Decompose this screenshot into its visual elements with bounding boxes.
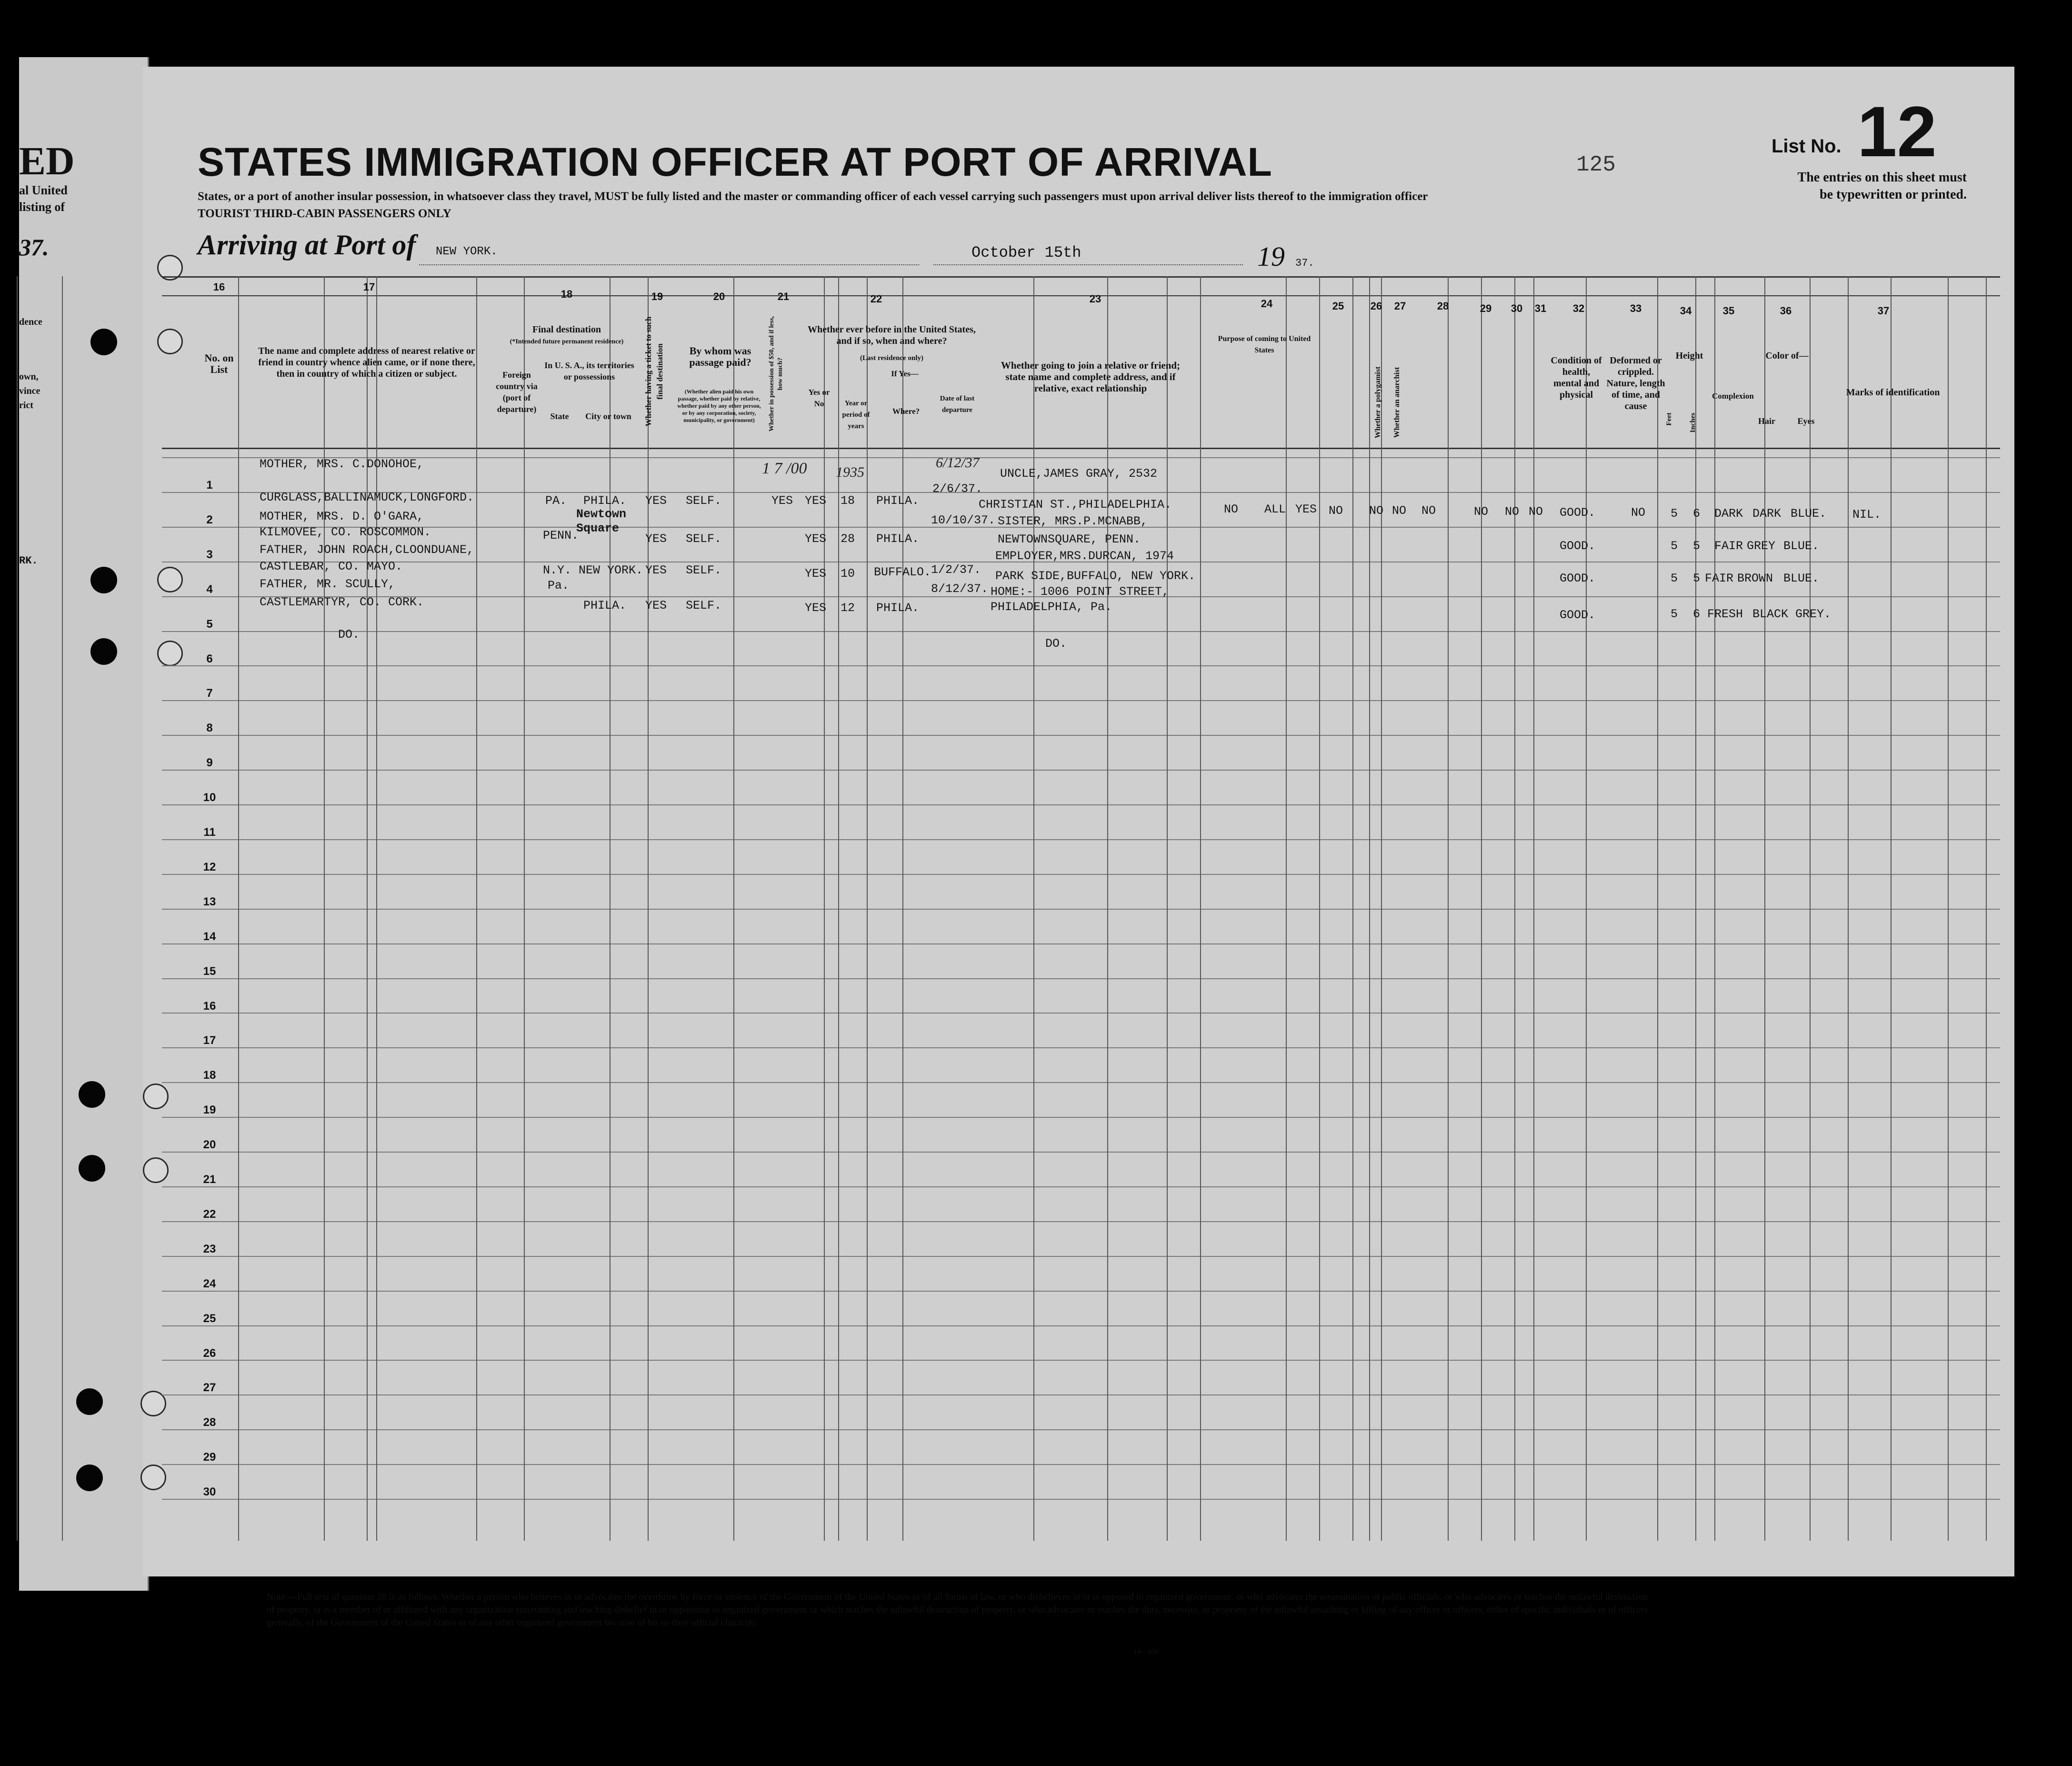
list-number: 12 [1857,91,1937,171]
col-header-18-foreign: Foreign country via (port of departure) [496,370,538,414]
row-rule [162,1152,2000,1153]
column-rule [1948,276,1949,1541]
row-number: 8 [206,722,213,735]
row-number: 15 [203,964,216,978]
row2-join-line1: SISTER, MRS.P.MCNABB, [998,514,1148,528]
arrival-port: NEW YORK. [436,245,498,258]
row-rule [162,909,2000,910]
row5-join: DO. [1045,637,1067,651]
col-num-27: 27 [1394,300,1406,312]
row3-date: 1/2/37. [931,563,981,577]
col-num-31: 31 [1534,302,1547,314]
row3-health: GOOD. [1560,572,1596,585]
row4-inches: 6 [1693,607,1701,621]
col-header-34-inches: Inches [1689,412,1697,433]
col-num-17: 17 [363,281,375,293]
column-rule [17,276,18,1541]
col-header-26: Whether a polygamist [1374,366,1382,439]
row2-relative-line1: MOTHER, MRS. D. O'GARA, [260,510,424,523]
column-rule [1369,276,1370,1541]
row4-health: GOOD. [1560,608,1596,622]
column-rule [1381,276,1382,1541]
row1-where: PHILA. [876,494,920,508]
corner-note-line1: The entries on this sheet must [1797,170,1967,185]
col-num-21: 21 [777,291,790,302]
col-header-36-eyes: Eyes [1797,416,1815,426]
row1-date: 2/6/37. [932,482,983,496]
punch-hole [90,567,117,593]
column-rule [610,276,611,1541]
col-num-25: 25 [1332,300,1344,312]
strip-col-text3: rict [19,400,33,411]
row1-feet: 5 [1671,507,1678,521]
column-rule [867,276,868,1541]
row-number: 28 [203,1416,216,1429]
row1-c24b: ALL [1264,502,1286,516]
strip-col-text2: vince [19,386,40,396]
row-number: 26 [203,1346,216,1360]
row-number: 18 [203,1069,216,1082]
subtitle-line1: States, or a port of another insular possession, in whatsoever class they travel, MUST be fully listed and the master or commanding officer of each vessel carrying such passengers must upon arrival deliver lists thereof to the immigration officer [198,190,1428,203]
handwritten-money: 1 7 /00 [762,460,807,477]
row-rule [162,1429,2000,1430]
row-rule [162,804,2000,805]
row-number: 21 [203,1173,216,1186]
col-num-37: 37 [1877,305,1890,317]
row1-c27b: NO [1392,504,1407,518]
row1-deformed: NO [1631,506,1646,520]
punch-hole [79,1081,105,1108]
col-num-20: 20 [713,291,725,302]
row3-state: N.Y. [543,563,572,577]
row1-c27: NO [1369,504,1384,518]
row-rule [162,770,2000,771]
punch-hole [76,1465,103,1491]
col-header-32: Condition of health, mental and physical [1551,355,1602,400]
strip-title-fragment: ED [19,139,75,183]
row-number: 20 [203,1138,216,1152]
row2-paid: SELF. [686,532,722,546]
col-num-30: 30 [1511,302,1523,314]
row-rule [162,1360,2000,1361]
date-underline [933,264,1243,265]
row2-health: GOOD. [1560,539,1596,553]
row1-inches: 6 [1693,507,1701,521]
column-rule [1586,276,1587,1541]
column-rule [238,276,239,1541]
col-header-20-sub: (Whether alien paid his own passage, whether paid by relative, whether paid by any other person, or by any corporation, society, municipality, or government) [677,388,761,423]
row4-join-line2: PHILADELPHIA, Pa. [991,600,1112,614]
column-rule [733,276,734,1541]
row-number: 14 [203,930,216,943]
footnote-question-28: Note.—Full text of question 28 is as follows: Whether a person who believes in or advocates the overthrow by force or violence of the Government of the United States or of all forms of law, or who disbelieves in or is opposed to organized government, or who advocates the assassination of public officials, or who advocates or teaches the unlawful destruction of property, or is a member of or affiliated with any organization entertaining and teaching disbelief in or opposition to organized government or which teaches the unlawful destruction of property, or who advocates or teaches the duty, necessity, or propriety of the unlawful assaulting or killing of any officer or officers, either of specific individuals or of officers generally, of the Government of the United States or of any other organized government because of his or their official character. [267,1592,1648,1628]
column-rule [1352,276,1353,1541]
col-num-32: 32 [1572,302,1585,314]
row-number: 4 [206,582,213,596]
page-title: STATES IMMIGRATION OFFICER AT PORT OF ARRIVAL [198,140,1272,184]
row2-year: 28 [841,532,855,546]
column-rule [1167,276,1168,1541]
row4-city: PHILA. [583,599,627,612]
row3-eyes: BLUE. [1783,572,1820,585]
row-number: 30 [203,1485,216,1499]
row1-marks: NIL. [1852,508,1882,522]
row1-c29: NO [1474,505,1489,519]
row2-date: 10/10/37. [931,513,996,527]
header-bottom-rule [162,448,2000,449]
row-number: 25 [203,1312,216,1325]
row-number: 5 [206,617,213,631]
row4-hair: BLACK [1752,607,1789,621]
col-num-19: 19 [651,291,663,302]
subtitle-line2: TOURIST THIRD-CABIN PASSENGERS ONLY [198,207,451,220]
punch-hole [76,1388,103,1415]
col-header-33: Deformed or crippled. Nature, length of time, and cause [1606,355,1665,411]
col-header-23: Whether going to join a relative or friend; state name and complete address, and if relative, exact relationship [1001,360,1181,394]
row-rule [162,1082,2000,1083]
row-number: 27 [203,1381,216,1395]
column-rule [1286,276,1287,1541]
col-header-18-sub: (*Intended future permanent residence) [510,338,624,345]
column-rule [1657,276,1658,1541]
col-header-18-state: State [550,411,569,421]
list-label: List No. [1772,136,1842,157]
year-prefix: 19 [1257,241,1285,272]
punch-hole [90,638,117,665]
row1-c31: NO [1529,505,1543,519]
row-rule [162,700,2000,701]
column-rule [1714,276,1715,1541]
row-rule [162,665,2000,666]
row1-relative-line2: CURGLASS,BALLINAMUCK,LONGFORD. [260,491,474,504]
row4-relative-line2: CASTLEMARTYR, CO. CORK. [260,595,424,609]
row-number: 1 [206,479,213,492]
col-header-27: Whether an anarchist [1393,367,1401,438]
row-number: 23 [203,1242,216,1255]
row2-yesno: YES [805,532,827,546]
row3-relative-line1: FATHER, JOHN ROACH,CLOONDUANE, [260,543,474,557]
row2-join-line2: NEWTOWNSQUARE, PENN. [998,532,1141,546]
corner-note [1719,169,1967,203]
column-rule [1810,276,1811,1541]
row2-relative-line2: KILMOVEE, CO. ROSCOMMON. [260,525,431,539]
col-header-21: Whether in possession of $50, and if less, how much? [768,316,784,432]
column-rule [62,276,63,1541]
row-number: 7 [206,687,213,700]
strip-line1: al United [19,183,68,197]
row1-year: 18 [841,494,855,508]
col-num-26: 26 [1370,300,1382,312]
row5-relative: DO. [338,628,360,642]
row3-complexion: FAIR [1705,572,1734,585]
col-header-22: Whether ever before in the United States, and if so, when and where? [808,324,976,346]
col-header-22-where: Where? [892,407,920,416]
row4-yesno: YES [805,601,827,615]
column-rule [1514,276,1515,1541]
row-rule [162,735,2000,736]
row3-year: 10 [841,567,855,581]
row1-eyes: BLUE. [1791,507,1827,521]
row3-join-line1: EMPLOYER,MRS.DURCAN, 1974 [995,549,1174,563]
col-header-17: The name and complete address of nearest relative or friend in country whence alien came, or if none there, then in country of which a citizen or subject. [258,346,475,379]
row-number: 22 [203,1207,216,1221]
col-header-34-feet: Feet [1665,412,1673,426]
col-header-22-yesno: Yes or No [808,388,830,408]
row-rule [162,978,2000,979]
row2-inches: 5 [1693,539,1701,553]
row3-hair: BROWN [1737,572,1773,585]
row1-health: GOOD. [1560,506,1596,520]
table-top-rule [162,276,2000,278]
row1-join-line1: UNCLE,JAMES GRAY, 2532 [1000,467,1158,481]
col-header-24: Purpose of coming to United States [1218,335,1311,354]
col-header-20: By whom was passage paid? [689,345,751,368]
row4-paid: SELF. [686,599,722,612]
strip-line2: listing of [19,200,65,214]
row2-where: PHILA. [876,532,920,546]
manifest-table [162,276,2000,1541]
row-rule [162,1325,2000,1326]
row4-date: 8/12/37. [931,582,989,596]
row-number: 19 [203,1104,216,1117]
col-header-16: No. on List [204,352,234,375]
corner-note-line2: be typewritten or printed. [1820,187,1967,202]
row3-relative-line2: CASTLEBAR, CO. MAYO. [260,560,403,573]
col-num-33: 33 [1630,302,1642,314]
col-num-29: 29 [1480,302,1492,314]
row1-complexion: DARK [1714,507,1743,521]
col-num-16: 16 [213,281,225,293]
row-number: 24 [203,1277,216,1290]
col-num-18: 18 [561,288,573,300]
col-header-19: Whether having a ticket to such final destination [644,316,664,427]
column-rule [1986,276,1987,1541]
row4-join-line1: HOME:- 1006 POINT STREET, [991,585,1170,599]
row1-yesno: YES [805,494,827,508]
column-rule [524,276,525,1541]
port-underline [419,264,919,265]
col-num-34: 34 [1680,305,1692,317]
row1-c24: NO [1224,502,1239,516]
row2-complexion: FAIR [1714,539,1743,553]
column-rule [824,276,825,1541]
row1-c30: NO [1505,505,1520,519]
arrival-date: October 15th [971,244,1081,261]
row-rule [162,1047,2000,1048]
column-rule [648,276,649,1541]
column-rule [1533,276,1534,1541]
row-number: 13 [203,895,216,908]
row2-eyes: BLUE. [1783,539,1820,553]
arriving-label: Arriving at Port of [198,229,416,261]
column-rule [902,276,903,1541]
row2-hair: GREY [1747,539,1776,553]
row-rule [162,1291,2000,1292]
row3-inches: 5 [1693,572,1701,585]
row-rule [162,943,2000,944]
col-num-22: 22 [870,293,882,305]
punch-hole [90,329,117,355]
column-rule [1848,276,1849,1541]
row4-where: PHILA. [876,601,920,615]
row-rule [162,874,2000,875]
row-rule [162,1464,2000,1465]
row3-city: NEW YORK. [579,563,643,577]
column-rule [1481,276,1482,1541]
strip-col-text1: own, [19,371,39,382]
row-rule [162,1499,2000,1500]
column-rule [1200,276,1201,1541]
col-header-18-city: City or town [585,411,631,421]
row-rule [162,1117,2000,1118]
column-rule [1448,276,1449,1541]
row-number: 12 [203,860,216,873]
row-rule [162,457,2000,458]
row1-yesno-a: YES [771,494,793,508]
row-number: 3 [206,548,213,561]
row2-feet: 5 [1671,539,1678,553]
column-rule [1107,276,1108,1541]
row3-paid: SELF. [686,563,722,577]
col-header-22-ifyes: If Yes— [891,369,919,378]
row1-state: PA. [545,494,567,508]
row1-c26: NO [1329,504,1343,518]
row-number: 6 [206,652,213,665]
col-num-28: 28 [1437,300,1449,312]
page-number: 125 [1576,152,1616,177]
row-rule [162,631,2000,632]
row-rule [162,1186,2000,1187]
col-num-35: 35 [1722,305,1735,317]
row2-ticket: YES [645,532,667,546]
column-rule [1319,276,1320,1541]
col-header-22-date: Date of last departure [940,395,975,414]
strip-year-fragment: 37. [19,234,49,261]
row1-ticket: YES [645,494,667,508]
column-rule [1764,276,1765,1541]
row-number: 9 [206,756,213,770]
column-rule [1891,276,1892,1541]
row1-paid: SELF. [686,494,722,508]
row4-ticket: YES [645,599,667,612]
row-number: 16 [203,999,216,1013]
punch-hole [79,1155,105,1182]
form-number: 14—450 [1133,1648,1159,1656]
col-header-18-usa: In U. S. A., its territories or possessions [544,361,634,381]
column-rule [476,276,477,1541]
year-suffix: 37. [1295,257,1314,269]
col-header-22-sub: (Last residence only) [860,354,924,362]
col-num-36: 36 [1780,305,1792,317]
row2-state: PENN. [543,529,579,542]
row-number: 11 [203,826,216,839]
col-num-23: 23 [1089,293,1101,305]
row1-hair: DARK [1752,507,1782,521]
row1-join-line2: CHRISTIAN ST.,PHILADELPHIA. [979,498,1172,512]
row3-ticket: YES [645,563,667,577]
strip-col-fragment: dence [19,317,42,327]
row3-join-line2: PARK SIDE,BUFFALO, NEW YORK. [995,569,1196,583]
row-rule [162,839,2000,840]
handwritten-date: 6/12/37 [936,455,980,471]
col-header-34: Height [1675,351,1703,361]
row4-complexion: FRESH [1707,607,1743,621]
row2-city: Newtown Square [576,507,627,535]
column-rule [1695,276,1696,1541]
row3-yesno: YES [805,567,827,581]
strip-row3-fragment: RK. [19,555,38,567]
row4-eyes: GREY. [1795,607,1832,621]
row3-where: BUFFALO. [874,565,931,579]
row4-feet: 5 [1671,607,1678,621]
col-header-35: Complexion [1712,391,1754,401]
row4-year: 12 [841,601,855,615]
row-number: 17 [203,1034,216,1047]
row-rule [162,1256,2000,1257]
binding-strip [19,57,149,1591]
row4-state: Pa. [548,579,570,592]
row1-c25: YES [1295,502,1317,516]
column-rule [1033,276,1034,1541]
header-subtitle [198,188,1626,222]
row1-city: PHILA. [583,494,627,508]
col-header-18: Final destination [532,324,601,335]
handwritten-year: 1935 [836,464,864,480]
row-number: 29 [203,1451,216,1464]
col-num-24: 24 [1261,298,1273,310]
row1-relative-line1: MOTHER, MRS. C.DONOHOE, [260,457,424,471]
row-number: 10 [203,791,216,804]
row4-relative-line1: FATHER, MR. SCULLY, [260,577,396,591]
col-header-36-hair: Hair [1758,416,1775,426]
row1-c28: NO [1421,504,1436,518]
col-header-36: Color of— [1765,351,1809,361]
row3-feet: 5 [1671,572,1678,585]
row-number: 2 [206,513,213,526]
row-rule [162,1221,2000,1222]
col-header-37: Marks of identification [1846,387,1940,398]
col-header-22-year: Year or period of years [842,400,870,430]
